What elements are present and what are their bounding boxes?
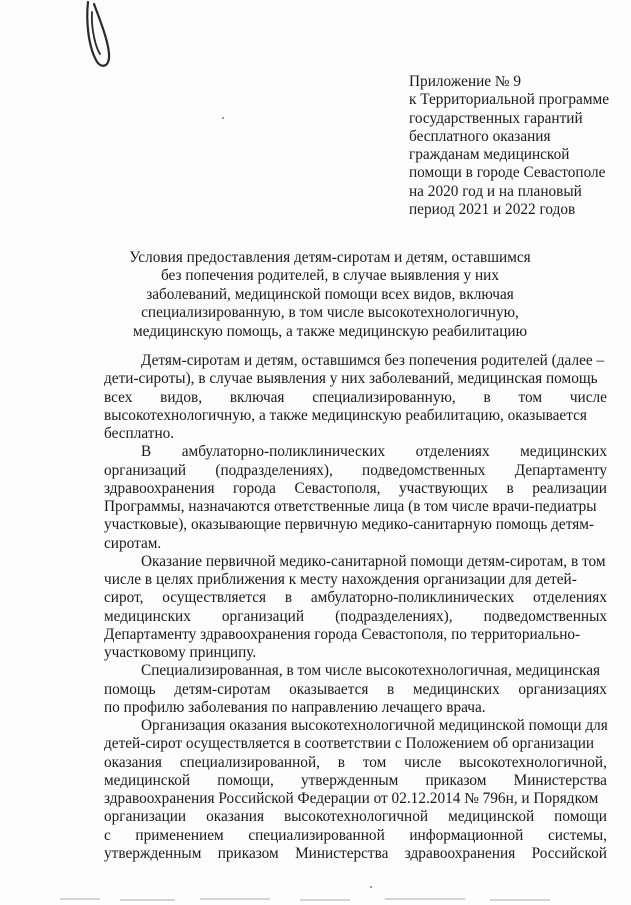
word: в <box>506 479 514 497</box>
appendix-line: на 2020 год и на плановый <box>409 182 582 200</box>
text-line <box>104 443 607 461</box>
word: отделениях <box>533 589 607 607</box>
paragraph-1 <box>104 352 607 443</box>
word: амбулаторно-поликлинических <box>310 589 515 607</box>
word: медицинских <box>104 607 191 625</box>
text-line: сиротам. <box>104 534 162 552</box>
appendix-line: помощи в городе Севастополе <box>409 164 606 182</box>
word: В <box>141 443 152 461</box>
text-line: числе в целях приближения к месту нахождения организации для детей- <box>104 571 577 588</box>
word: том <box>518 388 543 406</box>
word: Севастополя, <box>294 479 381 497</box>
word: здравоохранения <box>404 844 516 862</box>
word: информационной <box>409 826 524 844</box>
word: оказания <box>104 753 162 771</box>
text-line: Специализированная, в том числе высокотехнологичная, медицинская <box>141 662 601 680</box>
title-line: без попечения родителей, в случае выявления у них <box>160 267 500 285</box>
word: в <box>387 680 395 698</box>
word: специализированную, <box>312 388 456 406</box>
word: Министерства <box>295 844 389 862</box>
word: утвержденным <box>300 771 399 789</box>
word: города <box>232 479 276 497</box>
text-line: Департаменту здравоохранения города Севастополя, по территориально- <box>104 625 581 643</box>
text-line: детей-сирот осуществляется в соответствии с Положением об организации <box>104 735 595 753</box>
text-line <box>104 462 607 480</box>
word: медицинских <box>520 443 607 461</box>
text-line: дети-сироты), в случае выявления у них заболеваний, медицинская помощь <box>104 370 598 388</box>
word: подведомственных <box>362 461 486 479</box>
word: том <box>362 753 387 771</box>
word: высокотехнологичной <box>284 808 429 826</box>
word: высокотехнологичной, <box>459 753 607 771</box>
word: помощи <box>554 808 607 826</box>
word: отделениях <box>415 443 490 461</box>
word: специализированной, <box>179 753 320 771</box>
word: приказом <box>425 771 487 789</box>
scan-speck <box>222 117 224 119</box>
text-line <box>104 480 607 498</box>
word: организациях <box>518 680 607 698</box>
title-line: Условия предоставления детям-сиротам и детям, оставшимся <box>129 249 531 266</box>
appendix-line: государственных гарантий <box>409 109 583 127</box>
word: участвующих <box>398 479 488 497</box>
word: всех <box>104 388 133 406</box>
word: помощь <box>104 680 156 698</box>
word: приказом <box>217 844 279 862</box>
word: (подразделениях), <box>215 461 333 479</box>
appendix-line: к Территориальной программе <box>409 91 609 109</box>
word: в <box>284 589 293 607</box>
text-line <box>104 827 607 845</box>
text-line <box>104 389 607 407</box>
word: оказывается <box>289 680 369 698</box>
word: организации <box>104 808 187 826</box>
scan-bleed-through <box>0 880 631 905</box>
document-title <box>60 249 600 341</box>
word: помощи, <box>217 771 274 789</box>
text-line <box>104 754 607 772</box>
word: видов, <box>160 388 203 406</box>
word: включая <box>229 388 285 406</box>
paragraph-5 <box>104 717 607 863</box>
text-line <box>104 845 607 863</box>
text-line: Организация оказания высокотехнологичной медицинской помощи для <box>141 717 608 734</box>
word: числе <box>404 753 442 771</box>
word: оказания <box>206 808 265 826</box>
word: подведомственных <box>483 607 607 625</box>
word: осуществляется <box>162 589 267 607</box>
word: Министерства <box>513 771 607 789</box>
word: системы, <box>547 826 607 844</box>
word: (подразделениях), <box>335 607 453 625</box>
word: здравоохранения <box>104 479 215 497</box>
paragraph-4 <box>104 662 607 717</box>
title-line: заболеваний, медицинской помощи всех видов, включая <box>146 285 514 303</box>
word: организаций <box>221 607 305 625</box>
word: сирот, <box>104 589 144 607</box>
word: медицинских <box>412 680 500 698</box>
text-line <box>104 589 607 607</box>
text-line: бесплатно. <box>104 425 175 442</box>
word: реализации <box>532 479 607 497</box>
text-line <box>104 808 607 826</box>
word: медицинской <box>448 808 535 826</box>
word: специализированной <box>248 826 385 844</box>
word: в <box>483 388 491 406</box>
paperclip-icon <box>78 0 118 72</box>
appendix-block <box>409 73 624 219</box>
word: медицинской <box>104 771 191 789</box>
appendix-line: Приложение № 9 <box>409 73 521 90</box>
paragraph-2 <box>104 443 607 553</box>
appendix-line: гражданам медицинской <box>409 146 570 164</box>
word: детям-сиротам <box>174 680 271 698</box>
word: применением <box>135 826 224 844</box>
word: утвержденным <box>104 844 202 862</box>
text-line: Детям-сиротам и детям, оставшимся без попечения родителей (далее – <box>141 352 605 369</box>
word: в <box>337 753 345 771</box>
word: с <box>104 826 111 844</box>
text-line: по профилю заболевания по направлению лечащего врача. <box>104 698 486 716</box>
text-line: участковые), оказывающие первичную медико-санитарную помощь детям- <box>104 516 595 534</box>
word: амбулаторно-поликлинических <box>181 443 386 461</box>
word: Российской <box>531 844 607 862</box>
appendix-line: бесплатного оказания <box>409 127 551 145</box>
text-line: высокотехнологичную, а также медицинскую реабилитацию, оказывается <box>104 406 587 424</box>
text-line <box>104 681 607 699</box>
paragraph-3 <box>104 553 607 663</box>
word: организаций <box>104 461 187 479</box>
word: числе <box>569 388 607 406</box>
text-line <box>104 608 607 626</box>
appendix-line: период 2021 и 2022 годов <box>409 201 576 219</box>
title-line: специализированную, в том числе высокотехнологичную, <box>141 304 519 322</box>
word: Департаменту <box>514 461 607 479</box>
text-line: Оказание первичной медико-санитарной помощи детям-сиротам, в том <box>141 552 606 570</box>
text-line: здравоохранения Российской Федерации от 02.12.2014 № 796н, и Порядком <box>104 790 599 807</box>
text-line: участковому принципу. <box>104 644 257 661</box>
document-body <box>104 352 607 863</box>
text-line: Программы, назначаются ответственные лица (в том числе врачи-педиатры <box>104 498 597 515</box>
title-line: медицинскую помощь, а также медицинскую реабилитацию <box>132 322 528 340</box>
text-line <box>104 772 607 790</box>
